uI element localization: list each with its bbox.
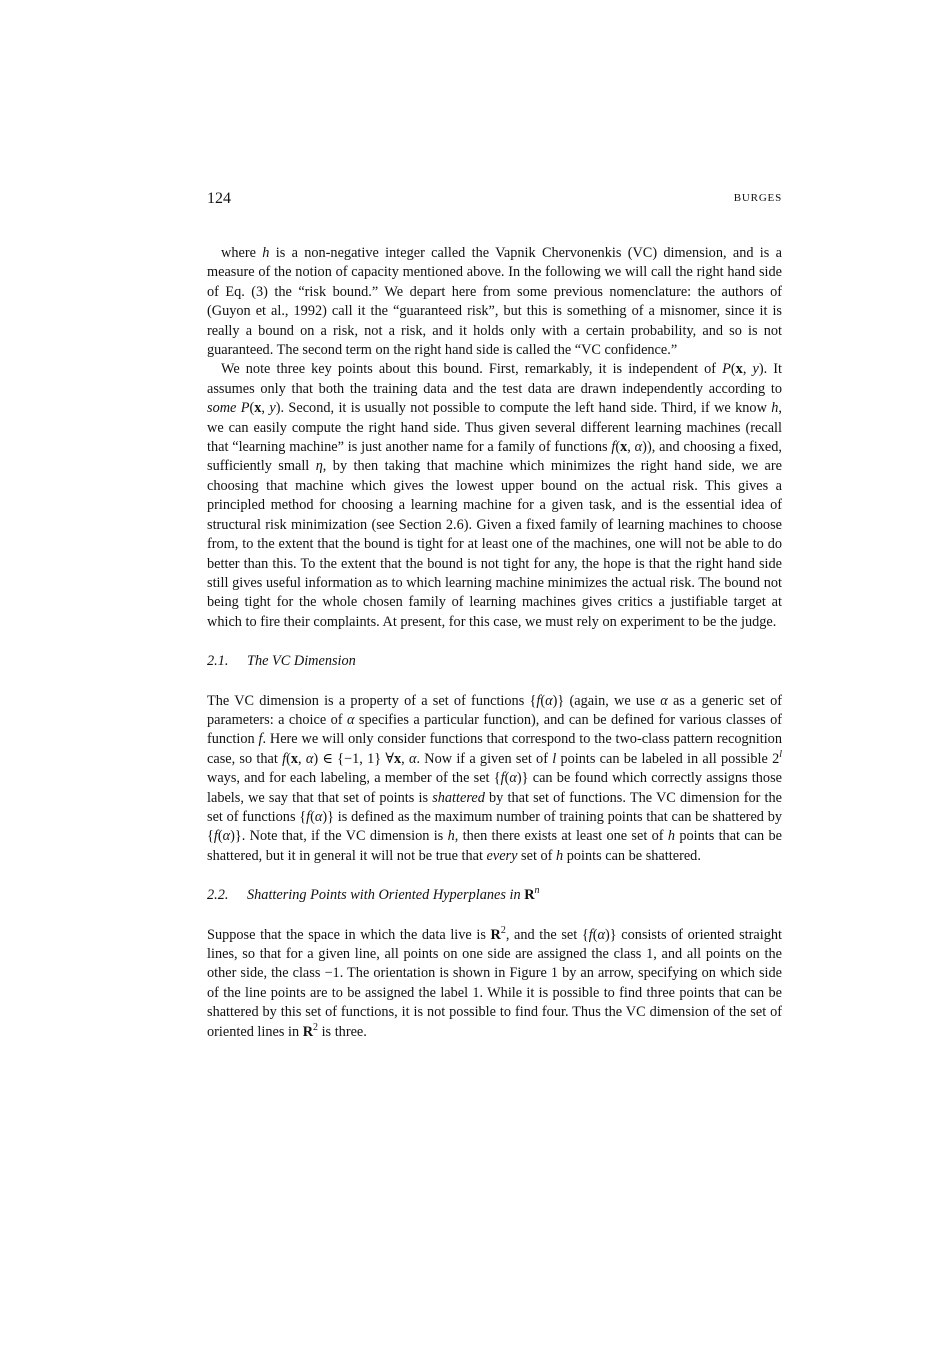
- body-text: [207, 244, 782, 1042]
- paragraph-vc-dimension: The VC dimension is a property of a set of functions {f(α)} (again, we use α as a generic set of parameters: a choice of α specifies a particular function), and can be defined for various classes of function f. Here we will only consider functions that correspond to the two-class pattern recognition case, so that f(x, α) ∈ {−1, 1} ∀x, α. Now if a given set of l points can be labeled in all possible 2$^l$ ways, and for each labeling, a member of the set {f(α)} can be found which correctly assigns those labels, we say that that set of points is shattered by that set of functions. The VC dimension for the set of functions {f(α)} is defined as the maximum number of training points that can be shattered by {f(α)}. Note that, if the VC dimension is h, then there exists at least one set of h points that can be shattered, but it in general it will not be true that every set of h points can be shattered.: [207, 692, 782, 864]
- paragraph-bound-points: We note three key points about this bound. First, remarkably, it is independent of P(x, y). It assumes only that both the training data and the test data are drawn independently according to some P(x, y). Second, it is usually not possible to compute the left hand side. Third, if we know h, we can easily compute the right hand side. Thus given several different learning machines (recall that “learning machine” is just another name for a family of functions f(x, α)), and choosing a fixed, sufficiently small η, by then taking that machine which minimizes the right hand side, we are choosing that machine which gives the lowest upper bound on the actual risk. This gives a principled method for choosing a learning machine for a given task, and is the essential idea of structural risk minimization (see Section 2.6). Given a fixed family of learning machines to choose from, to the extent that the bound is tight for at least one of the machines, one will not be able to do better than this. To the extent that the bound is not tight for any, the hope is that the right hand side still gives useful information as to which learning machine minimizes the actual risk. The bound not being tight for the whole chosen family of learning machines gives critics a justifiable target at which to fire their complaints. At present, for this case, we must rely on experiment to be the judge.: [207, 361, 782, 630]
- section-heading-2-1: 2.1. The VC Dimension: [207, 653, 356, 670]
- running-head: BURGES: [733, 192, 782, 204]
- paragraph-vc-definition: where h is a non-negative integer called the Vapnik Chervonenkis (VC) dimension, and is a measure of the notion of capacity mentioned above. In the following we will call the right hand side of Eq. (3) the “risk bound.” We depart here from some previous nomenclature: the authors of (Guyon et al., 1992) call it the “guaranteed risk”, but this is something of a misnomer, since it is really a bound on a risk, not a risk, and it holds only with a certain probability, and so is not guaranteed. The second term on the right hand side is called the “VC confidence.”: [207, 245, 783, 359]
- section-heading-2-2: 2.2. Shattering Points with Oriented Hyperplanes in $R^n$: [207, 885, 540, 904]
- page-header: [207, 190, 782, 210]
- page-number: 124: [207, 190, 231, 207]
- paragraph-oriented-lines: Suppose that the space in which the data live is $R^2$, and the set {f(α)} consists of oriented straight lines, so that for a given line, all points on one side are assigned the class 1, and all points on the other side, the class −1. The orientation is shown in Figure 1 by an arrow, specifying on which side of the line points are to be assigned the label 1. While it is possible to find three points that can be shattered by this set of functions, it is not possible to find four. Thus the VC dimension of the set of oriented lines in $R^2$ is three.: [207, 924, 782, 1040]
